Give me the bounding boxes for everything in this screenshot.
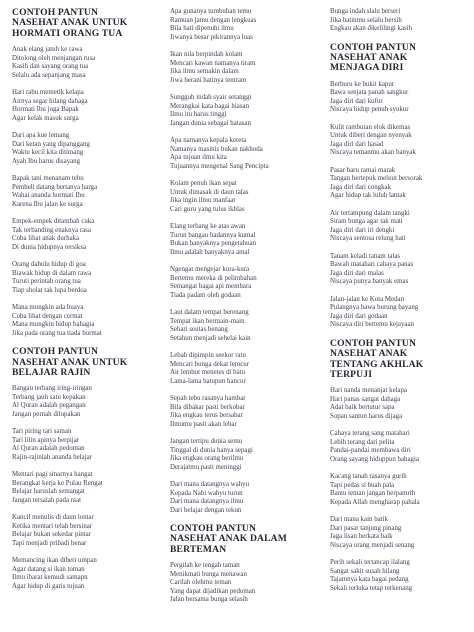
stanza-line: Lebah dipimpin seekor ratu — [170, 352, 246, 359]
stanza-line: Kepada Allah mengharap pahala — [330, 498, 420, 506]
stanza-line: Dari pasar tanjung pinang — [330, 524, 402, 532]
stanza-line: Hari panas sangat dahaga — [330, 395, 401, 403]
stanza-line: Dari ketan yang dipanggang — [12, 140, 90, 148]
stanza-line: Jika engkau terus bersabar — [170, 412, 243, 419]
stanza-line: Tajamnya kata bagai pedang — [330, 576, 409, 584]
stanza-line: Al Quran adalah pedoman — [12, 445, 85, 453]
stanza-line: Bangau terbang iring-iringan — [12, 385, 92, 393]
stanza-line: Ikan nila berpindah kolam — [170, 51, 243, 58]
stanza-line: Kepada Nabi wahyu turun — [170, 489, 243, 497]
pantun-stanza — [12, 89, 162, 123]
stanza-line: Belajar haruslah semangat — [12, 488, 85, 496]
heading-line: NASEHAT ANAK — [330, 51, 408, 63]
stanza-line: Memancing ikan diberi umpan — [12, 557, 97, 565]
stanza-line: Bukan banyaknya pengetahuan — [170, 240, 257, 247]
stanza-line: Jika ilmu semakin dalam — [170, 68, 239, 75]
stanza-line: Air tertampung dalam tangki — [330, 209, 410, 217]
stanza-line: Jaga diri dari hasad — [330, 140, 384, 148]
pantun-stanza — [170, 352, 322, 386]
stanza-line: Turuti perintah orang tua — [12, 278, 81, 286]
stanza-line: Menikmati bunga menawan — [170, 570, 247, 578]
stanza-line: Merangkai kata bagai hiasan — [170, 102, 250, 110]
stanza-line: Tari lilin apinya berpijar — [12, 436, 80, 444]
section-heading — [330, 43, 470, 74]
stanza-line: Kancil menulis di daun lontar — [12, 514, 94, 522]
stanza-line: Ilmu itu harus tinggi — [170, 111, 227, 118]
stanza-line: Turun bangau badannya kumal — [170, 231, 256, 239]
section-heading — [330, 339, 470, 381]
stanza-line: Apa gunanya tumbuhan temu — [170, 8, 252, 15]
stanza-line: Tak terbanding enaknya rasa — [12, 226, 91, 234]
pantun-stanza — [330, 430, 470, 464]
stanza-line: Elang terbang ke atas awan — [170, 223, 246, 230]
heading-line: NASEHAT ANAK DALAM — [170, 533, 287, 545]
stanza-line: Untuk diberi dengan nyenyak — [330, 132, 412, 140]
stanza-line: Dari apa kue lemang — [12, 132, 70, 140]
stanza-line: Jaga diri dari kufur — [330, 97, 383, 105]
pantun-stanza — [12, 261, 162, 295]
stanza-line: Ilmumu pasti akan lebar — [170, 420, 237, 428]
stanza-line: Selalu ada sepanjang masa — [12, 71, 86, 79]
heading-line: NASEHAT ANAK — [330, 348, 408, 360]
stanza-line: Engkau akan dikelilingi kasih — [330, 25, 413, 32]
stanza-line: Jalan-jalan ke Kota Medan — [330, 295, 405, 303]
pantun-stanza — [330, 296, 470, 330]
stanza-line: Ketika mentari telah bersinar — [12, 522, 93, 530]
pantun-stanza — [170, 8, 322, 42]
column-2 — [170, 8, 322, 614]
stanza-line: Sehari seutas benang — [170, 326, 228, 333]
stanza-line: Sepah tebu rasanya hambar — [170, 395, 246, 402]
stanza-line: Mana mungkin ada buaya — [12, 304, 84, 312]
stanza-line: Mana mungkin hidup bahagia — [12, 321, 95, 329]
stanza-line: Coba lihat dengan cermat — [12, 312, 83, 320]
stanza-line: Tinggal di dunia hanya sepagi — [170, 446, 253, 454]
heading-line: CONTOH PANTUN — [12, 7, 99, 18]
stanza-line: Adat baik bertutur sapa — [330, 404, 395, 412]
section-heading — [170, 524, 322, 555]
stanza-line: Ngengat mengejar kura-kura — [170, 266, 250, 273]
heading-line: NASEHAT ANAK UNTUK — [12, 356, 128, 368]
stanza-line: Bertemu mereka di pelimbahan — [170, 274, 257, 282]
stanza-line: Jika batinmu selalu bersih — [330, 16, 402, 24]
stanza-line: Agar kelak masuk surga — [12, 114, 79, 122]
stanza-line: Pembeli datang bertanya harga — [12, 183, 98, 191]
pantun-stanza — [170, 481, 322, 515]
stanza-line: Bawa senjata panah sangkur — [330, 89, 409, 97]
heading-line: HORMATI ORANG TUA — [12, 27, 123, 39]
stanza-line: Kulit rambutan elok dikemas — [330, 123, 411, 131]
stanza-line: Jaga diri dari malas — [330, 269, 384, 277]
pantun-stanza — [330, 559, 470, 593]
stanza-line: Mentari pagi sinarnya hangat — [12, 471, 93, 479]
stanza-line: Pergilah ke tengah taman — [170, 562, 240, 570]
stanza-line: Jangan pernah dilupakan — [12, 410, 81, 418]
column-3 — [330, 8, 470, 602]
stanza-line: Kacang tanah rasanya gurih — [330, 473, 407, 481]
stanza-line: Jiwanya besar pikirannya luas — [170, 33, 253, 41]
stanza-line: Setahun menjadi sehelai kain — [170, 334, 251, 342]
stanza-line: Jaga diri dari congkak — [330, 183, 392, 191]
stanza-line: Hormati Ibu juga Bapak — [12, 106, 79, 114]
stanza-line: Agar hidup di garis tujuan — [12, 582, 85, 590]
stanza-line: Niscaya punya banyak emas — [330, 278, 409, 286]
stanza-line: Tiap sholat tak lupa berdoa — [12, 286, 87, 294]
stanza-line: Dari mana kain batik — [330, 516, 388, 524]
stanza-line: Mencari bunga dekat lemcur — [170, 360, 250, 368]
stanza-line: Tapi pedas si buah pala — [330, 481, 395, 489]
stanza-line: Waktu kecil kita ditimang — [12, 149, 84, 157]
stanza-line: Jaga diri dari godaan — [330, 312, 388, 320]
stanza-line: Bapak tani menanam tebu — [12, 175, 84, 183]
stanza-line: Al Quran adalah pegangan — [12, 402, 86, 410]
stanza-line: Ditolong oleh menjangan rusa — [12, 54, 96, 62]
stanza-line: Orang dahulu hidup di goa — [12, 261, 86, 269]
stanza-line: Jika ingin ilmu manfaat — [170, 197, 236, 204]
stanza-line: Hari rabu memetik kelapa — [12, 89, 84, 97]
stanza-line: Ramuan jamu dengan lengkuas — [170, 16, 257, 24]
stanza-line: Jangan tertipu dunia semu — [170, 438, 243, 445]
stanza-line: Pulangnya bawa burung bayang — [330, 304, 419, 312]
stanza-line: Tempat ikan bermain-main — [170, 317, 245, 325]
pantun-stanza — [330, 210, 470, 244]
pantun-stanza — [170, 223, 322, 257]
pantun-stanza — [12, 471, 162, 505]
stanza-line: Di dunia hidupnya tersiksa — [12, 243, 87, 251]
heading-line: BERTEMAN — [170, 543, 227, 555]
stanza-line: Tujuannya mengenal Sang Pencipta — [170, 162, 269, 170]
stanza-line: Sekali terluka tetap terkenang — [330, 584, 413, 592]
stanza-line: Jika pada orang tua tiada hormat — [12, 329, 102, 337]
stanza-line: Tanam keladi tanam talas — [330, 252, 401, 260]
stanza-line: Jalan bersama bunga selasih — [170, 596, 248, 604]
heading-line: CONTOH PANTUN — [12, 346, 99, 358]
stanza-line: Pandai-pandai membawa diri — [330, 447, 411, 455]
pantun-stanza — [12, 304, 162, 338]
heading-line: TERPUJI — [330, 368, 373, 380]
stanza-line: Karena Ibu jalan ke surga — [12, 200, 83, 208]
pantun-stanza — [12, 428, 162, 462]
pantun-stanza — [330, 8, 470, 34]
pantun-stanza — [330, 387, 470, 421]
stanza-line: Ilmu adalah banyaknya amal — [170, 248, 250, 256]
stanza-line: Bunga indah slalu berseri — [330, 8, 401, 15]
stanza-line: Laut dalam tempat berenang — [170, 309, 249, 316]
stanza-line: Apa namanya kepala kereta — [170, 137, 247, 144]
stanza-line: Airnya segar hilang dahaga — [12, 97, 88, 105]
stanza-line: Dari mana datangnya wahyu — [170, 481, 250, 488]
stanza-line: Berangkat kerja ke Pulau Rengat — [12, 479, 103, 487]
stanza-line: Dari belajar dengan tekun — [170, 506, 242, 514]
stanza-line: Bantu teman jangan berpamrih — [330, 490, 416, 498]
stanza-line: Sangat sakit susah hilang — [330, 567, 400, 575]
stanza-line: Jiwa berani hatinya tentram — [170, 76, 247, 84]
stanza-line: Coba lihat anak durhaka — [12, 235, 80, 243]
pantun-stanza — [12, 218, 162, 252]
pantun-stanza — [330, 81, 470, 115]
stanza-line: Orang sayang hiduppun bahagia — [330, 455, 419, 463]
pantun-stanza — [170, 395, 322, 429]
heading-line: MENJAGA DIRI — [330, 62, 404, 74]
stanza-line: Empek-empek ditambah cuka — [12, 218, 95, 226]
stanza-line: Rajin-rajinlah ananda belajar — [12, 453, 92, 461]
stanza-line: Pasar baru ramai marak — [330, 166, 396, 174]
stanza-line: Tangan bertepuk meluut bersorak — [330, 175, 423, 183]
stanza-line: Perih sekali tertancap ilalang — [330, 559, 410, 567]
stanza-line: Bila dibakar pasti berkobar — [170, 403, 245, 411]
stanza-line: Air lembut menetes di batu — [170, 369, 246, 376]
pantun-stanza — [12, 557, 162, 591]
stanza-line: Jangan tersalah pada niat — [12, 496, 82, 504]
stanza-line: Niscaya sentosa relung hati — [330, 235, 406, 243]
stanza-line: Tari piring tari saman — [12, 428, 72, 436]
stanza-line: Agar datang si ikan toman — [12, 565, 85, 573]
stanza-line: Ayah Ibu harus disayang — [12, 157, 81, 165]
stanza-line: Untuk dimasak di daun talas — [170, 188, 249, 196]
stanza-line: Carilah olehmu teman — [170, 579, 232, 587]
pantun-stanza — [170, 438, 322, 472]
section-heading — [12, 8, 162, 39]
stanza-line: Niscaya diri bertemu kejayaan — [330, 321, 414, 329]
pantun-stanza — [330, 516, 470, 550]
stanza-line: Bila hati dipenuhi ilmu — [170, 25, 234, 32]
stanza-line: Terbang jauh satu kepakan — [12, 393, 86, 401]
heading-line: CONTOH PANTUN — [330, 41, 417, 53]
stanza-line: Jangan dunia sebagai batasan — [170, 119, 251, 127]
stanza-line: Kolam penuh ikan sepat — [170, 180, 237, 187]
stanza-line: Cahaya terang sang matahari — [330, 430, 410, 438]
stanza-line: Siram bunga agar tak mati — [330, 218, 403, 226]
pantun-stanza — [170, 137, 322, 171]
stanza-line: Wahai ananda hormati Ibu — [12, 192, 85, 200]
pantun-stanza — [170, 266, 322, 300]
pantun-stanza — [12, 385, 162, 419]
stanza-line: Apa tujuan ilmu kita — [170, 154, 227, 161]
stanza-line: Hari nanda menanjat kelapa — [330, 387, 408, 395]
stanza-line: Semangat bagai api membara — [170, 283, 252, 290]
pantun-stanza — [170, 309, 322, 343]
pantun-stanza — [170, 180, 322, 214]
stanza-line: Niscaya hidup penuh syukur — [330, 106, 409, 114]
stanza-line: Ilmu ibarat kemudi samapn — [12, 574, 88, 582]
stanza-line: Kasih dan sayang orang tua — [12, 63, 89, 71]
pantun-stanza — [170, 51, 322, 85]
pantun-stanza — [330, 124, 470, 158]
heading-line: BELAJAR RAJIN — [12, 367, 91, 379]
heading-line: NASEHAT ANAK UNTUK — [12, 17, 128, 29]
stanza-line: Dari mana datangnya ilmu — [170, 498, 244, 505]
stanza-line: Yang dapat dijadikan pedoman — [170, 587, 256, 595]
pantun-stanza — [330, 253, 470, 287]
stanza-line: Lama-lama batupun hancur — [170, 377, 246, 385]
stanza-line: Berburu ke bukit kapur — [330, 80, 395, 88]
stanza-line: Jaga diri dari iri dengki — [330, 226, 395, 234]
stanza-line: Jaga lisan berkata baik — [330, 533, 393, 541]
stanza-line: Mencari kawan namanya tiram — [170, 59, 256, 67]
stanza-line: Derajatmu pasti meninggi — [170, 463, 242, 471]
heading-line: CONTOH PANTUN — [170, 523, 257, 534]
stanza-line: Anak elang jatuh ke rawa — [12, 46, 83, 54]
stanza-line: Agar hidup tak luluh lantak — [330, 192, 406, 200]
pantun-stanza — [170, 94, 322, 128]
pantun-stanza — [12, 175, 162, 209]
stanza-line: Jika engkau orang berilmu — [170, 455, 244, 462]
stanza-line: Niscaya orang menjadi senang — [330, 541, 415, 549]
stanza-line: Bawah matahari cahaya panas — [330, 261, 414, 269]
stanza-line: Sopan santun harus dijaga — [330, 412, 403, 420]
section-heading — [12, 347, 162, 378]
stanza-line: Tiada padam oleh godaan — [170, 291, 241, 299]
pantun-stanza — [170, 562, 322, 605]
pantun-stanza — [12, 514, 162, 548]
stanza-line: Cari guru yang tulus ikhlas — [170, 205, 245, 213]
pantun-stanza — [330, 473, 470, 507]
pantun-stanza — [12, 132, 162, 166]
stanza-line: Biawak hidup di dalam rawa — [12, 269, 92, 277]
stanza-line: Lebih terang dari pelita — [330, 438, 395, 446]
pantun-stanza — [330, 167, 470, 201]
stanza-line: Namanya masinis bukan nakhoda — [170, 145, 263, 153]
heading-line: CONTOH PANTUN — [330, 337, 417, 349]
heading-line: TENTANG AKHLAK — [330, 358, 424, 370]
column-1 — [12, 8, 162, 600]
stanza-line: Sungguh indah syair setanggi — [170, 94, 252, 101]
pantun-stanza — [12, 46, 162, 80]
stanza-line: Tapi menjadi pribadi benar — [12, 539, 87, 547]
stanza-line: Niscaya temanmu akan banyak — [330, 149, 416, 157]
stanza-line: Belajar bukan sekedar pintar — [12, 531, 92, 539]
